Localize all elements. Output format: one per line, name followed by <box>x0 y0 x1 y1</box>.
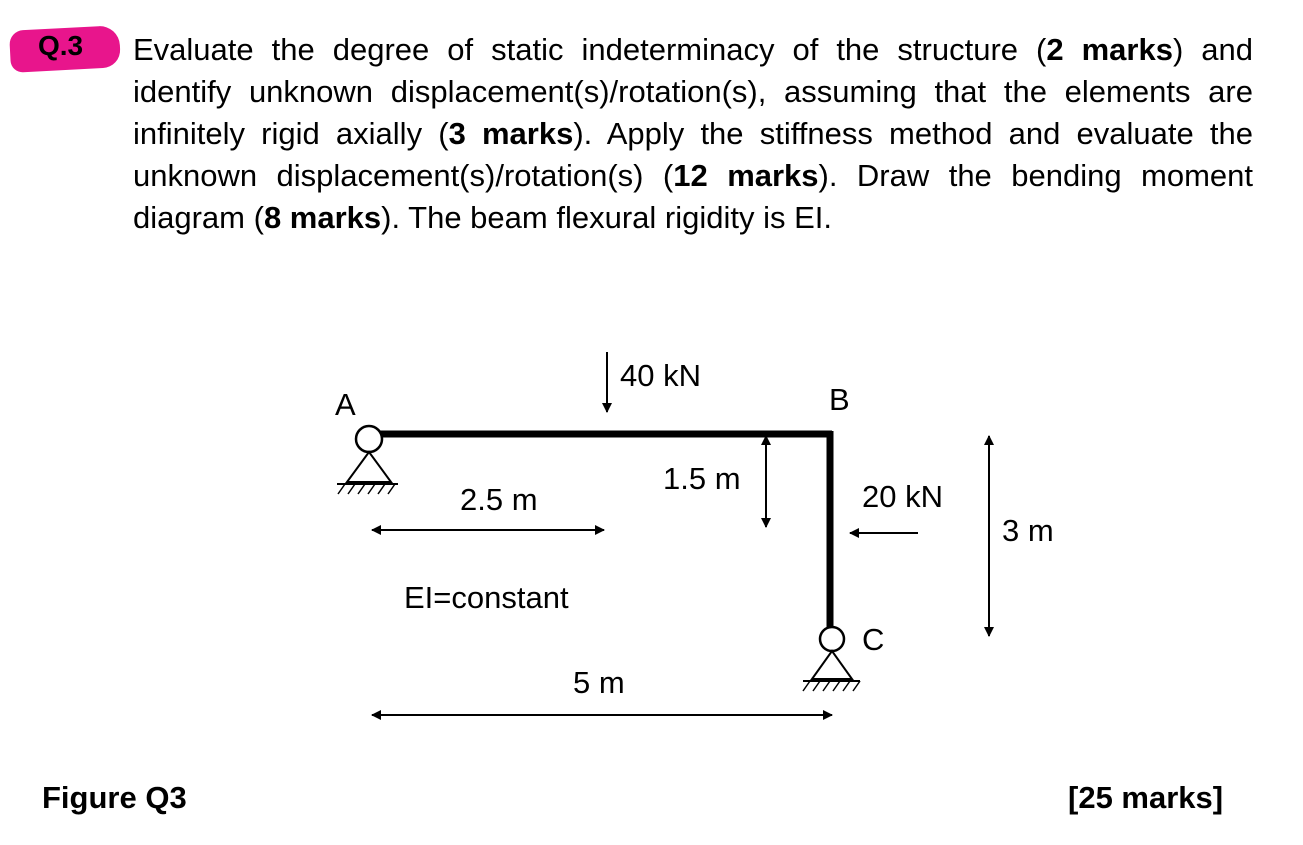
marks-emphasis: 2 marks <box>1046 32 1173 67</box>
question-text-run: ) and identify unknown displacement(s)/rotation(s), assuming that the elements are infinitely rigid axially ( <box>133 32 1253 151</box>
horizontal-load-label: 20 kN <box>862 479 943 514</box>
question-number: Q.3 <box>38 30 84 61</box>
marks-emphasis: 8 marks <box>263 200 382 235</box>
question-text-run: ). The beam flexural rigidity is EI. <box>381 200 832 235</box>
node-label-c: C <box>862 622 885 657</box>
dimension-load-height-label: 1.5 m <box>663 461 741 496</box>
dimension-column-height-label: 3 m <box>1002 513 1054 548</box>
figure-caption: Figure Q3 <box>42 780 187 815</box>
node-label-b: B <box>829 382 850 417</box>
pin-support-c-icon <box>803 627 860 691</box>
point-load-label: 40 kN <box>620 358 701 393</box>
total-marks: [25 marks] <box>1068 780 1224 815</box>
node-label-a: A <box>335 387 356 422</box>
stiffness-note: EI=constant <box>404 580 569 615</box>
question-text-run: ). Draw the bending moment diagram ( <box>133 158 1253 235</box>
marks-emphasis: 12 marks <box>673 158 819 193</box>
dimension-span-label: 5 m <box>573 665 625 700</box>
question-text-run: ). Apply the stiffness method and evaluate the unknown displacement(s)/rotation(s) ( <box>133 116 1253 193</box>
question-text-run: Evaluate the degree of static indeterminacy of the structure ( <box>133 32 1047 67</box>
dimension-load-position-label: 2.5 m <box>460 482 538 517</box>
marks-emphasis: 3 marks <box>448 116 574 151</box>
